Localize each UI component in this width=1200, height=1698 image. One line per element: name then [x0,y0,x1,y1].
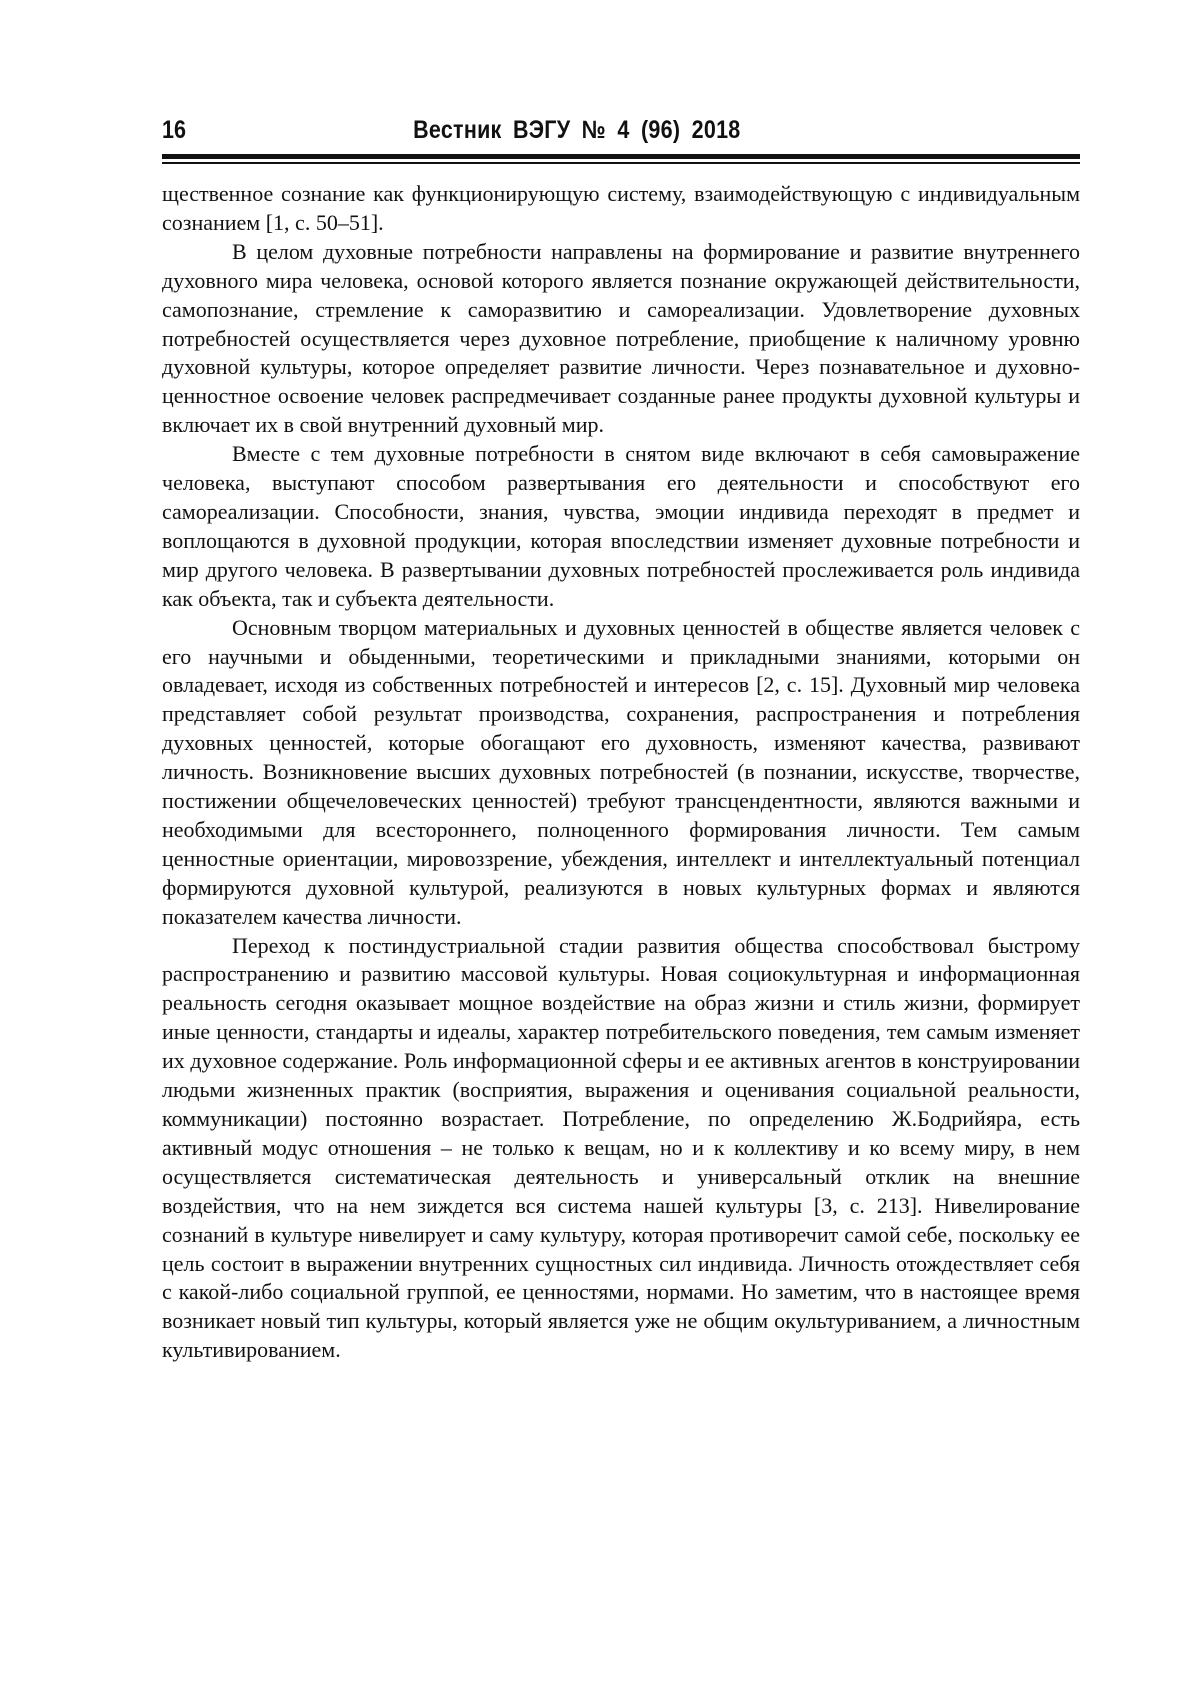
paragraph: Основным творцом материальных и духовных ценностей в обществе является человек с его научными и обыденными, теоретическими и прикладными знаниями, которыми он овладевает, исходя из собственных потребностей и интересов [2, с. 15]. Духовный мир человека представляет собой результат производства, сохранения, распространения и потребления духовных ценностей, которые обогащают его духовность, изменяют качества, развивают личность. Возникновение высших духовных потребностей (в познании, искусстве, творчестве, постижении общечеловеческих ценностей) требуют трансцендентности, являются важными и необходимыми для всестороннего, полноценного формирования личности. Тем самым ценностные ориентации, мировоззрение, убеждения, интеллект и интеллектуальный потенциал формируются духовной культурой, реализуются в новых культурных формах и являются показателем качества личности. [162,614,1080,929]
paragraph: Вместе с тем духовные потребности в снятом виде включают в себя самовыражение человека, выступают способом развертывания его деятельности и способствуют его самореализации. Способности, знания, чувства, эмоции индивида переходят в предмет и воплощаются в духовной продукции, которая впоследствии изменяет духовные потребности и мир другого человека. В развертывании духовных потребностей прослеживается роль индивида как объекта, так и субъекта деятельности. [162,441,1080,611]
header-rule-thin [162,162,1080,164]
article-body [162,180,1080,1365]
running-header [162,116,951,152]
page-number: 16 [162,116,186,144]
journal-title: Вестник ВЭГУ № 4 (96) 2018 [413,116,741,144]
paragraph: Переход к постиндустриальной стадии развития общества способствовал быстрому распространению и развитию массовой культуры. Новая социокультурная и информационная реальность сегодня оказывает мощное воздействие на образ жизни и стиль жизни, формирует иные ценности, стандарты и идеалы, характер потребительского поведения, тем самым изменяет их духовное содержание. Роль информационной сферы и ее активных агентов в конструировании людьми жизненных практик (восприятия, выражения и оценивания социальной реальности, коммуникации) постоянно возрастает. Потребление, по определению Ж.Бодрийяра, есть активный модус отношения – не только к вещам, но и к коллективу и ко всему миру, в нем осуществляется систематическая деятельность и универсальный отклик на внешние воздействия, что на нем зиждется вся система нашей культуры [3, с. 213]. Нивелирование сознаний в культуре нивелирует и саму культуру, которая противоречит самой себе, поскольку ее цель состоит в выражении внутренних сущностных сил индивида. Личность отождествляет себя с какой-либо социальной группой, ее ценностями, нормами. Но заметим, что в настоящее время возникает новый тип культуры, который является уже не общим окультуриванием, а личностным культивированием. [162,932,1080,1363]
header-rule-thick [162,154,1080,159]
paragraph-continuation: щественное сознание как функционирующую систему, взаимодействующую с индивидуальным сознанием [1, с. 50–51]. [162,181,1080,235]
paragraph: В целом духовные потребности направлены на формирование и развитие внутреннего духовного мира человека, основой которого является познание окружающей действительности, самопознание, стремление к саморазвитию и самореализации. Удовлетворение духовных потребностей осуществляется через духовное потребление, приобщение к наличному уровню духовной культуры, которое определяет развитие личности. Через познавательное и духовно-ценностное освоение человек распредмечивает созданные ранее продукты духовной культуры и включает их в свой внутренний духовный мир. [162,238,1080,438]
